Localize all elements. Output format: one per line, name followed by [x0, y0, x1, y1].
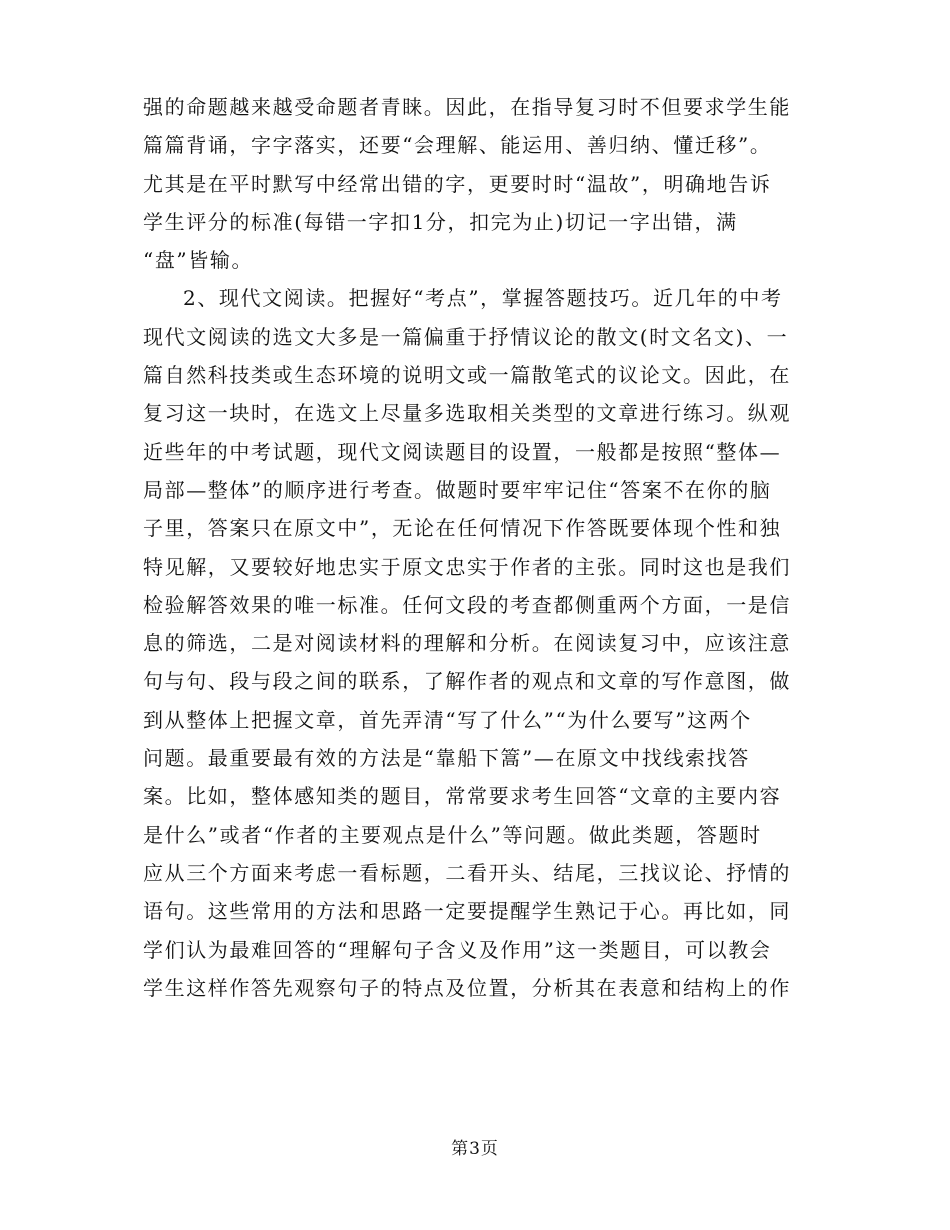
text-line: 近些年的中考试题，现代文阅读题目的设置，一般都是按照“整体— — [143, 439, 782, 464]
text-line: 是什么”或者“作者的主要观点是什么”等问题。做此类题，答题时 — [143, 822, 762, 847]
text-line: 尤其是在平时默写中经常出错的字，更要时时“温故”，明确地告诉 — [143, 171, 772, 196]
text-line: 检验解答效果的唯一标准。任何文段的考查都侧重两个方面，一是信 — [143, 592, 791, 617]
text-line: 语句。这些常用的方法和思路一定要提醒学生熟记于心。再比如，同 — [143, 899, 791, 924]
text-line: 强的命题越来越受命题者青睐。因此，在指导复习时不但要求学生能 — [143, 95, 791, 119]
text-line: 复习这一块时，在选文上尽量多选取相关类型的文章进行练习。纵观 — [143, 401, 791, 426]
body-text — [143, 88, 823, 1007]
text-line: 篇篇背诵，字字落实，还要“会理解、能运用、善归纳、懂迁移”。 — [143, 133, 772, 158]
text-line: 息的筛选，二是对阅读材料的理解和分析。在阅读复习中，应该注意 — [143, 631, 791, 656]
text-line: 子里，答案只在原文中”，无论在任何情况下作答既要体现个性和独 — [143, 516, 782, 541]
text-line: 学生评分的标准(每错一字扣1分，扣完为止)切记一字出错，满 — [143, 209, 738, 234]
text-line: 局部—整体”的顺序进行考查。做题时要牢牢记住“答案不在你的脑 — [143, 477, 772, 502]
paragraph-start-line: 2、现代文阅读。把握好“考点”，掌握答题技巧。近几年的中考 — [183, 286, 783, 311]
text-line: 问题。最重要最有效的方法是“靠船下篙”—在原文中找线索找答 — [143, 746, 750, 771]
text-line: 到从整体上把握文章，首先弄清“写了什么”“为什么要写”这两个 — [143, 707, 752, 732]
page-number: 第3页 — [451, 1139, 499, 1159]
text-line: 句与句、段与段之间的联系，了解作者的观点和文章的写作意图，做 — [143, 669, 791, 694]
text-line: 特见解，又要较好地忠实于原文忠实于作者的主张。同时这也是我们 — [143, 554, 791, 579]
text-line: 案。比如，整体感知类的题目，常常要求考生回答“文章的主要内容 — [143, 784, 782, 809]
text-line: “盘”皆输。 — [143, 248, 254, 273]
text-line: 学们认为最难回答的“理解句子含义及作用”这一类题目，可以教会 — [143, 937, 772, 962]
text-line: 篇自然科技类或生态环境的说明文或一篇散笔式的议论文。因此，在 — [143, 363, 791, 388]
text-line: 应从三个方面来考虑一看标题，二看开头、结尾，三找议论、抒情的 — [143, 860, 791, 885]
text-line: 学生这样作答先观察句子的特点及位置，分析其在表意和结构上的作 — [143, 975, 791, 1000]
text-line: 现代文阅读的选文大多是一篇偏重于抒情议论的散文(时文名文)、一 — [143, 324, 789, 349]
